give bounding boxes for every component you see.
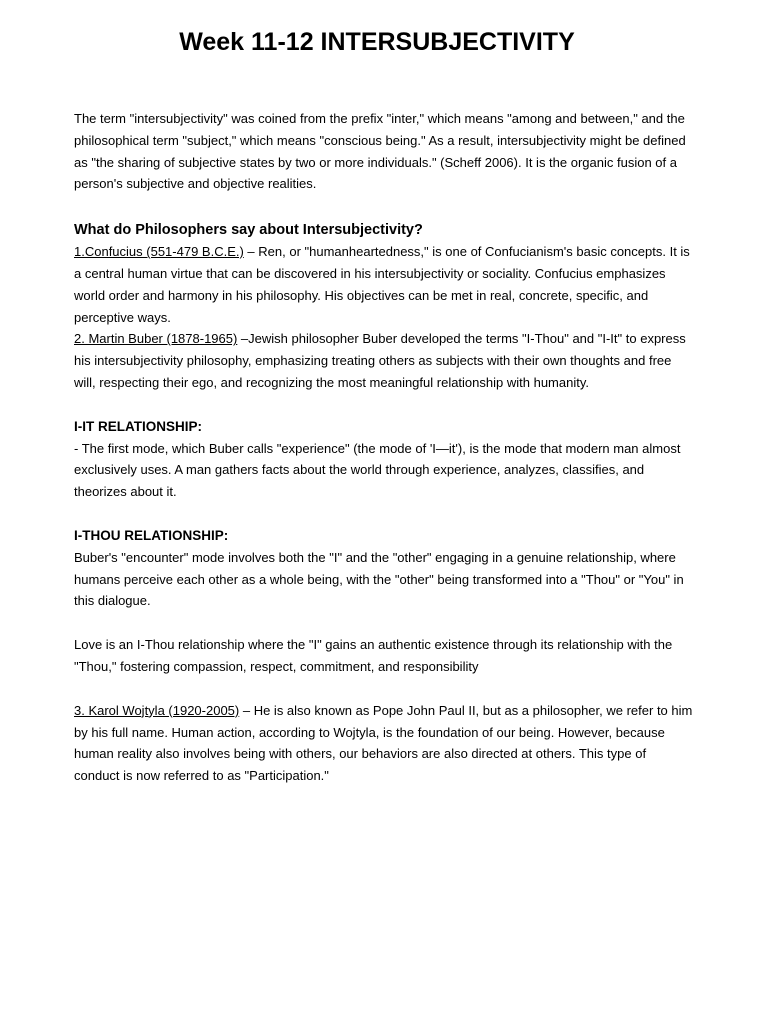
spacer bbox=[74, 612, 694, 634]
spacer bbox=[74, 503, 694, 525]
i-thou-paragraph: Buber's "encounter" mode involves both the "I" and the "other" engaging in a genuine relationship, where humans perceive each other as a whole being, with the "other" being transformed into a "Thou" or "You" in this dialogue. bbox=[74, 549, 684, 609]
confucius-paragraph bbox=[74, 241, 694, 328]
wojtyla-paragraph bbox=[74, 700, 694, 787]
wojtyla-text: – He is also known as Pope John Paul II, but as a philosopher, we refer to him by his full name. Human action, according to Wojtyla, is the foundation of our being. However, because human reality also involves being with others, our behaviors are also directed at others. This type of conduct is now referred to as "Participation." bbox=[74, 702, 693, 784]
wojtyla-name: 3. Karol Wojtyla (1920-2005) bbox=[74, 702, 240, 718]
intro-paragraph: The term "intersubjectivity" was coined from the prefix "inter," which means "among and between," and the philosophical term "subject," which means "conscious being." As a result, intersubjectivity might be defined as "the sharing of subjective states by two or more individuals." (Scheff 2006). It is the organic fusion of a person's subjective and objective realities. bbox=[74, 111, 686, 192]
i-it-paragraph: - The first mode, which Buber calls "experience" (the mode of 'I—it'), is the mode that modern man almost exclusively uses. A man gathers facts about the world through experience, analyzes, classifies, and theorizes about it. bbox=[74, 440, 681, 500]
confucius-name: 1.Confucius (551-479 B.C.E.) bbox=[74, 244, 244, 260]
love-paragraph: Love is an I-Thou relationship where the "I" gains an authentic existence through its relationship with the "Thou," fostering compassion, respect, commitment, and responsibility bbox=[74, 637, 673, 674]
i-it-heading: I-IT RELATIONSHIP: bbox=[74, 418, 202, 434]
document-body bbox=[74, 108, 694, 787]
spacer bbox=[74, 678, 694, 700]
spacer bbox=[74, 394, 694, 416]
buber-name: 2. Martin Buber (1878-1965) bbox=[74, 331, 238, 347]
i-thou-heading: I-THOU RELATIONSHIP: bbox=[74, 527, 229, 543]
buber-text: –Jewish philosopher Buber developed the terms "I-Thou" and "I-It" to express his intersubjectivity philosophy, emphasizing treating others as subjects with their own thoughts and free will, respecting their ego, and recognizing the most meaningful relationship with humanity. bbox=[74, 331, 686, 390]
buber-paragraph bbox=[74, 328, 694, 393]
page-title: Week 11-12 INTERSUBJECTIVITY bbox=[179, 28, 575, 56]
section-question-heading: What do Philosophers say about Intersubjectivity? bbox=[74, 222, 423, 239]
confucius-text: – Ren, or "humanheartedness," is one of Confucianism's basic concepts. It is a central human virtue that can be discovered in his intersubjectivity or sociality. Confucius emphasizes world order and harmony in his philosophy. His objectives can be met in real, concrete, specific, and perceptive ways. bbox=[74, 244, 690, 325]
